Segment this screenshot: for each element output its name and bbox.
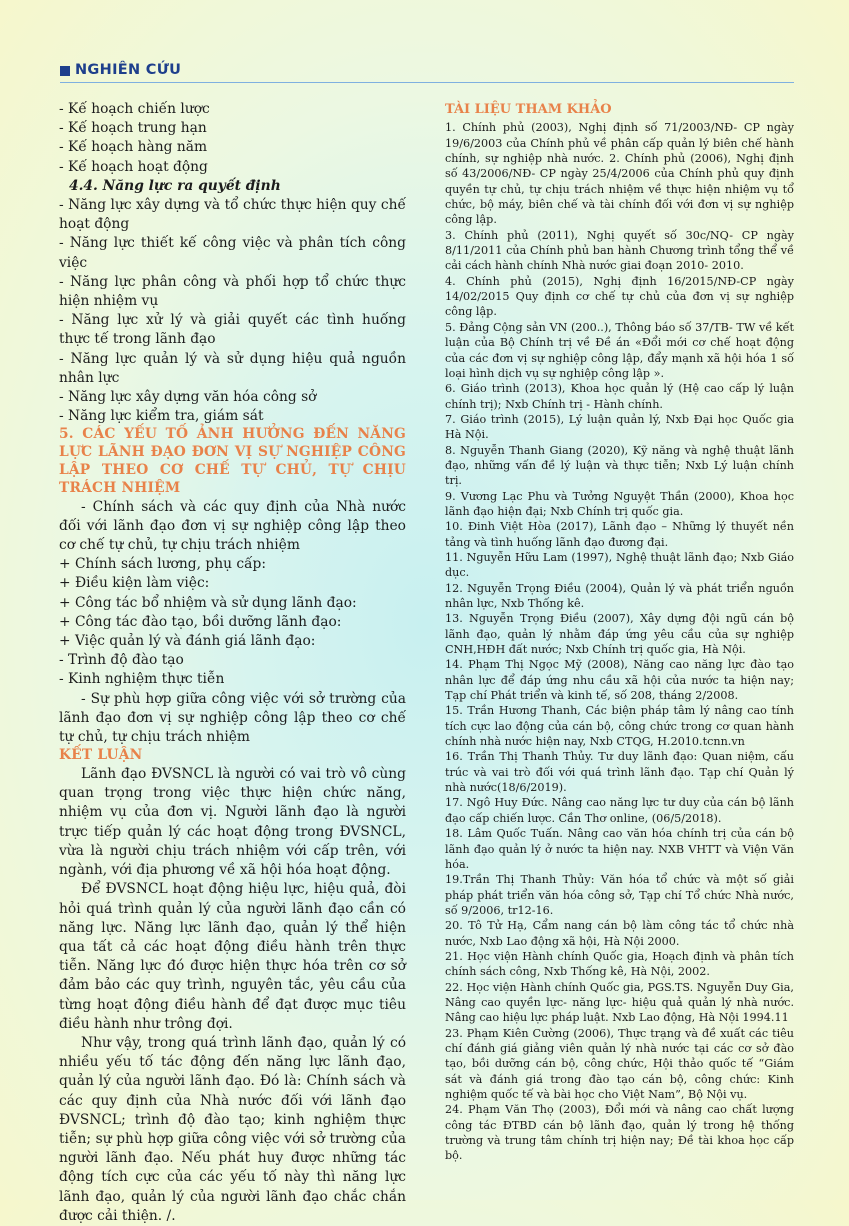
reference-item: 17. Ngô Huy Đức. Nâng cao năng lực tư duy của cán bộ lãnh đạo cấp chiến lược. Cần Thơ online, (06/5/2018). bbox=[445, 796, 794, 825]
reference-item: 6. Giáo trình (2013), Khoa học quản lý (Hệ cao cấp lý luận chính trị); Nxb Chính trị - Hành chính. bbox=[445, 382, 794, 411]
reference-item: 12. Nguyễn Trọng Điều (2004), Quản lý và phát triển nguồn nhân lực, Nxb Thống kê. bbox=[445, 581, 794, 610]
section5-heading: 5. CÁC YẾU TỐ ẢNH HƯỞNG ĐẾN NĂNG LỰC LÃNH ĐẠO ĐƠN VỊ SỰ NGHIỆP CÔNG LẬP THEO CƠ CHẾ TỰ CHỦ, TỰ CHỊU TRÁCH NHIỆM bbox=[59, 426, 406, 496]
references-heading: TÀI LIỆU THAM KHẢO bbox=[445, 102, 612, 117]
section-title: NGHIÊN CỨU bbox=[75, 62, 182, 78]
reference-item: 13. Nguyễn Trọng Điều (2007), Xây dựng đội ngũ cán bộ lãnh đạo, quản lý nhằm đáp ứng yêu cầu của sự nghiệp CNH,HĐH đất nước; Nxb Chính trị quốc gia, Hà Nội. bbox=[445, 612, 794, 657]
policy-item: + Chính sách lương, phụ cấp: bbox=[59, 556, 267, 573]
reference-item: 11. Nguyễn Hữu Lam (1997), Nghệ thuật lãnh đạo; Nxb Giáo dục. bbox=[445, 550, 794, 580]
conclusion-paragraph: Như vậy, trong quá trình lãnh đạo, quản lý có nhiều yếu tố tác động đến năng lực lãnh đạo, quản lý của người lãnh đạo. Đó là: Chính sách và các quy định của Nhà nước đối với lãnh đạo ĐVSNCL; trình độ đào tạo; kinh nghiệm thực tiễn; sự phù hợp giữa công việc với sở trường của người lãnh đạo. Nếu phát huy được những tác động tích cực của các yếu tố này thì năng lực lãnh đạo, quản lý của người lãnh đạo chắc chắn được cải thiện. /. bbox=[59, 1034, 406, 1224]
conclusion-paragraph: Lãnh đạo ĐVSNCL là người có vai trò vô cùng quan trọng trong việc thực hiện chức năng, nhiệm vụ của đơn vị. Người lãnh đạo là người trực tiếp quản lý các hoạt động trong ĐVSNCL, vừa là người chịu trách nhiệm với cấp trên, với ngành, với địa phương về xã hội hóa hoạt động. bbox=[59, 766, 406, 879]
subsection-heading: 4.4. Năng lực ra quyết định bbox=[69, 177, 281, 194]
plan-item: - Kế hoạch hoạt động bbox=[59, 158, 208, 175]
reference-item: 23. Phạm Kiên Cường (2006), Thực trạng và đề xuất các tiêu chí đánh giá giảng viên quản lý nhà nước tại các cơ sở đào tạo, bồi dưỡng cán bộ, công chức, Hội thảo quốc tế “Giám sát và đánh giá trong đào tạo cán bộ, công chức: Kinh nghiệm quốc tế và bài học cho Việt Nam”, Bộ Nội vụ. bbox=[445, 1026, 794, 1101]
policy-intro: - Chính sách và các quy định của Nhà nước đối với lãnh đạo đơn vị sự nghiệp công lập theo cơ chế tự chủ, tự chịu trách nhiệm bbox=[59, 498, 406, 554]
reference-item: 18. Lâm Quốc Tuấn. Nâng cao văn hóa chính trị của cán bộ lãnh đạo quản lý ở nước ta hiện nay. NXB VHTT và Viện Văn hóa. bbox=[445, 827, 794, 871]
decision-item: - Năng lực thiết kế công việc và phân tích công việc bbox=[59, 235, 406, 271]
reference-item: 20. Tô Tử Hạ, Cẩm nang cán bộ làm công tác tổ chức nhà nước, Nxb Lao động xã hội, Hà Nội 2000. bbox=[445, 919, 794, 948]
reference-item: 21. Học viện Hành chính Quốc gia, Hoạch định và phân tích chính sách công, Nxb Thống kê, Hà Nội, 2002. bbox=[445, 949, 794, 979]
reference-item: 16. Trần Thị Thanh Thủy. Tư duy lãnh đạo: Quan niệm, cấu trúc và vai trò đối với quá trình lãnh đạo. Tạp chí Quản lý nhà nước(18/6/2019). bbox=[445, 750, 794, 795]
reference-item: 24. Phạm Văn Thọ (2003), Đổi mới và nâng cao chất lượng công tác ĐTBD cán bộ lãnh đạo, quản lý trong hệ thống trường và trung tâm chính trị hiện nay; Đề tài khoa học cấp bộ. bbox=[445, 1103, 794, 1163]
reference-item: 1. Chính phủ (2003), Nghị định số 71/2003/NĐ- CP ngày 19/6/2003 của Chính phủ về phân cấp quản lý biên chế hành chính, sự nghiệp nhà nước. 2. Chính phủ (2006), Nghị định số 43/2006/NĐ- CP ngày 25/4/2006 của Chính phủ quy định quyền tự chủ, tự chịu trách nhiệm về thực hiện nhiệm vụ tổ chức, bộ máy, biên chế và tài chính đối với đơn vị sự nghiệp công lập. bbox=[445, 121, 794, 227]
decision-item: - Năng lực quản lý và sử dụng hiệu quả nguồn nhân lực bbox=[59, 350, 406, 386]
reference-item: 14. Phạm Thị Ngọc Mỹ (2008), Năng cao năng lực đào tạo nhân lực để đáp ứng nhu cầu xã hội của nước ta hiện nay; Tạp chí Phát triển và kinh tế, số 208, tháng 2/2008. bbox=[445, 658, 794, 703]
factor-item: - Trình độ đào tạo bbox=[59, 652, 184, 669]
decision-item: - Năng lực xử lý và giải quyết các tình huống thực tế trong lãnh đạo bbox=[59, 312, 406, 348]
decision-item: - Năng lực xây dựng văn hóa công sở bbox=[59, 389, 317, 406]
page-header bbox=[60, 62, 794, 83]
reference-item: 7. Giáo trình (2015), Lý luận quản lý, Nxb Đại học Quốc gia Hà Nội. bbox=[445, 412, 794, 442]
conclusion-heading: KẾT LUẬN bbox=[59, 747, 143, 764]
references-column bbox=[445, 102, 794, 1164]
decision-item: - Năng lực kiểm tra, giám sát bbox=[59, 408, 264, 425]
reference-item: 9. Vương Lạc Phu và Tưởng Nguyệt Thần (2000), Khoa học lãnh đạo hiện đại; Nxb Chính trị quốc gia. bbox=[445, 489, 794, 518]
reference-item: 8. Nguyễn Thanh Giang (2020), Kỹ năng và nghệ thuật lãnh đạo, những vấn đề lý luận và thực tiễn; Nxb Lý luận chính trị. bbox=[445, 443, 794, 488]
reference-item: 10. Đinh Việt Hòa (2017), Lãnh đạo – Những lý thuyết nền tảng và tình huống lãnh đạo đương đại. bbox=[445, 520, 794, 549]
reference-item: 15. Trần Hương Thanh, Các biện pháp tâm lý nâng cao tính tích cực lao động của cán bộ, công chức trong cơ quan hành chính nhà nước hiện nay, Nxb CTQG, H.2010.tcnn.vn bbox=[445, 704, 794, 749]
factor-item: - Kinh nghiệm thực tiễn bbox=[59, 671, 225, 688]
fit-item: - Sự phù hợp giữa công việc với sở trường của lãnh đạo đơn vị sự nghiệp công lập theo cơ chế tự chủ, tự chịu trách nhiệm bbox=[59, 690, 406, 746]
decision-item: - Năng lực xây dựng và tổ chức thực hiện quy chế hoạt động bbox=[59, 197, 406, 233]
plan-item: - Kế hoạch trung hạn bbox=[59, 120, 207, 137]
conclusion-paragraph: Để ĐVSNCL hoạt động hiệu lực, hiệu quả, đòi hỏi quá trình quản lý của người lãnh đạo cần có năng lực. Năng lực lãnh đạo, quản lý thể hiện qua tất cả các hoạt động điều hành trên thực tiễn. Năng lực đó được hiện thực hóa trên cơ sở đảm bảo các quy trình, nguyên tắc, yêu cầu của từng hoạt động điều hành để đạt được mục tiêu điều hành như trông đợi. bbox=[59, 881, 406, 1032]
reference-item: 22. Học viện Hành chính Quốc gia, PGS.TS. Nguyễn Duy Gia, Nâng cao quyền lực- năng lực- hiệu quả quản lý nhà nước. Nâng cao hiệu lực pháp luật. Nxb Lao động, Hà Nội 1994.11 bbox=[445, 980, 794, 1025]
policy-item: + Công tác bổ nhiệm và sử dụng lãnh đạo: bbox=[59, 594, 357, 611]
policy-item: + Công tác đào tạo, bồi dưỡng lãnh đạo: bbox=[59, 613, 342, 630]
decision-item: - Năng lực phân công và phối hợp tổ chức thực hiện nhiệm vụ bbox=[59, 273, 406, 310]
left-column bbox=[59, 100, 406, 1226]
plan-item: - Kế hoạch chiến lược bbox=[59, 101, 210, 117]
reference-item: 19.Trần Thị Thanh Thủy: Văn hóa tổ chức và một số giải pháp phát triển văn hóa công sở, Tạp chí Tổ chức Nhà nước, số 9/2006, tr12-16. bbox=[445, 873, 794, 917]
reference-item: 5. Đảng Cộng sản VN (200..), Thông báo số 37/TB- TW về kết luận của Bộ Chính trị về Đề án «Đổi mới cơ chế hoạt động của các đơn vị sự nghiệp công lập, đẩy mạnh xã hội hóa 1 số loại hình dịch vụ sự nghiệp công lập ». bbox=[445, 320, 794, 380]
reference-item: 3. Chính phủ (2011), Nghị quyết số 30c/NQ- CP ngày 8/11/2011 của Chính phủ ban hành Chương trình tổng thể về cải cách hành chính Nhà nước giai đoạn 2010- 2010. bbox=[445, 228, 794, 273]
plan-item: - Kế hoạch hàng năm bbox=[59, 139, 208, 156]
references-list bbox=[445, 120, 794, 1163]
policy-item: + Việc quản lý và đánh giá lãnh đạo: bbox=[59, 633, 316, 650]
section-marker-icon bbox=[60, 66, 70, 76]
reference-item: 4. Chính phủ (2015), Nghị định 16/2015/NĐ-CP ngày 14/02/2015 Quy định cơ chế tự chủ của đơn vị sự nghiệp công lập. bbox=[445, 274, 794, 319]
policy-item: + Điều kiện làm việc: bbox=[59, 575, 210, 592]
